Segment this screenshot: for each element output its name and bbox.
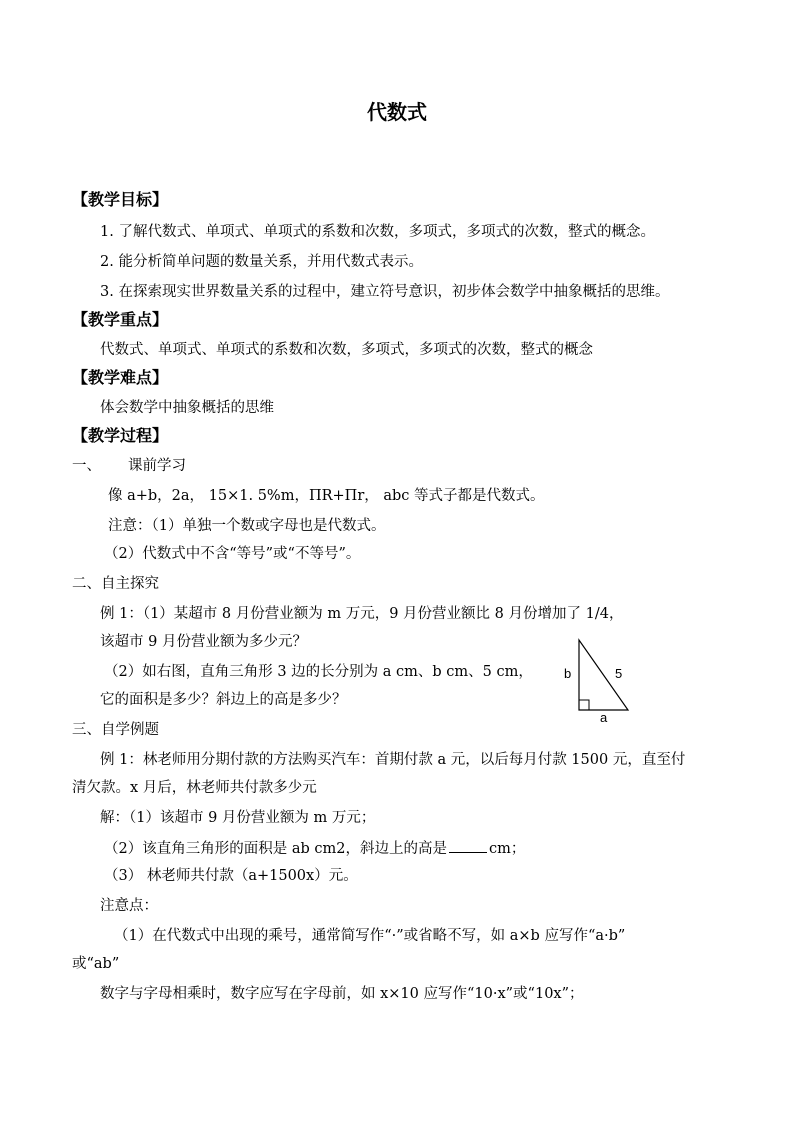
section-3-line-8: 或“ab” — [72, 956, 120, 972]
section-3-line-9: 数字与字母相乘时，数字应写在字母前，如 x×10 应写作“10·x”或“10x”； — [100, 986, 584, 1002]
triangle-label-b: b — [564, 666, 572, 681]
goal-item-2: 2. 能分析简单问题的数量关系，并用代数式表示。 — [100, 254, 423, 270]
goal-item-3: 3. 在探索现实世界数量关系的过程中，建立符号意识，初步体会数学中抽象概括的思维。 — [100, 284, 670, 300]
section-2-line-2: 该超市 9 月份营业额为多少元？ — [100, 634, 307, 650]
goal-item-1: 1. 了解代数式、单项式、单项式的系数和次数，多项式，多项式的次数，整式的概念。 — [100, 224, 655, 240]
section-1-title: 课前学习 — [128, 458, 186, 474]
section-3-line-2: 清欠款。x 月后，林老师共付款多少元 — [72, 780, 317, 796]
right-triangle-figure — [558, 636, 648, 726]
section-3-line-4-unit: cm； — [488, 841, 526, 857]
process-heading: 【教学过程】 — [72, 426, 169, 445]
section-3-line-3: 解：（1）该超市 9 月份营业额为 m 万元； — [100, 810, 376, 826]
difficulty-text: 体会数学中抽象概括的思维 — [100, 400, 274, 416]
section-1-number: 一、 — [72, 458, 101, 474]
section-3-line-7: （1）在代数式中出现的乘号，通常简写作“·”或省略不写，如 a×b 应写作“a·b” — [114, 928, 626, 944]
section-3-line-5: （3） 林老师共付款（a+1500x）元。 — [104, 868, 358, 884]
triangle-label-a: a — [600, 710, 608, 725]
key-text: 代数式、单项式、单项式的系数和次数，多项式，多项式的次数，整式的概念 — [100, 342, 593, 358]
section-3-line-1: 例 1：林老师用分期付款的方法购买汽车：首期付款 a 元，以后每月付款 1500 元，直至付 — [100, 752, 686, 768]
difficulty-heading: 【教学难点】 — [72, 368, 169, 387]
triangle-label-5: 5 — [615, 666, 623, 681]
section-2-title: 二、自主探究 — [72, 576, 159, 592]
section-3-title: 三、自学例题 — [72, 722, 159, 738]
section-1-line-2: 注意：（1）单独一个数或字母也是代数式。 — [108, 518, 386, 534]
section-1-line-1: 像 a+b，2a， 15×1. 5%m，ΠR+Πr， abc 等式子都是代数式。 — [108, 488, 545, 504]
answer-blank — [449, 838, 487, 853]
section-1-line-3: （2）代数式中不含“等号”或“不等号”。 — [104, 546, 361, 562]
goals-heading: 【教学目标】 — [72, 190, 169, 209]
section-3-line-6: 注意点： — [100, 898, 158, 914]
section-2-line-1: 例 1：（1）某超市 8 月份营业额为 m 万元，9 月份营业额比 8 月份增加了 1/4， — [100, 606, 624, 622]
page-title: 代数式 — [367, 100, 427, 124]
section-3-line-4-text: （2）该直角三角形的面积是 ab cm2，斜边上的高是 — [104, 841, 447, 857]
right-angle-mark — [579, 700, 589, 710]
section-3-line-4 — [104, 838, 525, 859]
section-2-line-3: （2）如右图，直角三角形 3 边的长分别为 a cm、b cm、5 cm， — [104, 664, 533, 680]
section-2-line-4: 它的面积是多少？斜边上的高是多少？ — [100, 692, 347, 708]
key-heading: 【教学重点】 — [72, 310, 169, 329]
